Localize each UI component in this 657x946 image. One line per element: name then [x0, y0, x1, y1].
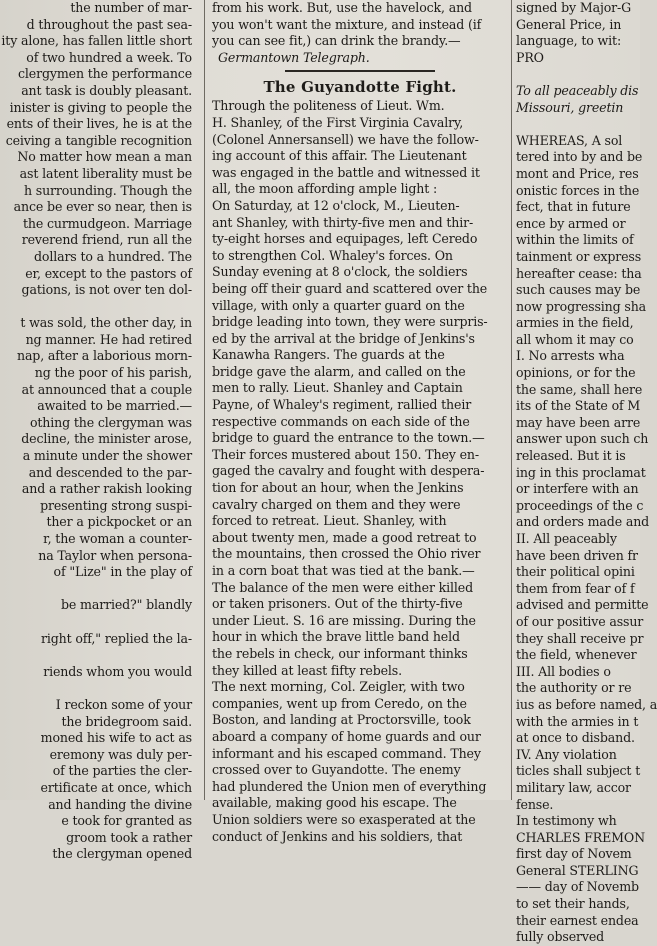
text-line: Kanawha Rangers. The guards at the: [212, 347, 445, 363]
text-line: available, making good his escape. The: [212, 795, 457, 811]
text-line: [0, 299, 192, 316]
text-line: ast latent liberality must be: [19, 165, 192, 181]
text-line: ticles shall subject t: [516, 763, 641, 779]
text-line: the authority or re: [516, 680, 632, 696]
text-line: ant Shanley, with thirty-five men and thir-: [212, 214, 474, 230]
text-line: No matter how mean a man: [17, 149, 192, 165]
text-line: presenting strong suspi-: [40, 497, 192, 513]
text-line: WHEREAS, A sol: [516, 132, 623, 148]
text-line: crossed over to Guyandotte. The enemy: [212, 762, 461, 778]
text-line: and a rather rakish looking: [21, 481, 192, 497]
text-line: advised and permitte: [516, 597, 649, 613]
middle-column: [212, 0, 508, 844]
text-line: armies in the field,: [516, 315, 634, 331]
text-line: er, except to the pastors of: [25, 265, 192, 281]
text-line: companies, went up from Ceredo, on the: [212, 695, 467, 711]
text-line: proceedings of the c: [516, 497, 644, 513]
text-line: answer upon such ch: [516, 431, 649, 447]
preceding-article-ending: [212, 0, 508, 50]
text-line: awaited to be married.—: [37, 398, 192, 414]
text-line: or interfere with an: [516, 481, 639, 497]
text-line: all, the moon affording ample light :: [212, 181, 438, 197]
text-line: ing account of this affair. The Lieutenant: [212, 148, 467, 164]
article-headline: The Guyandotte Fight.: [263, 78, 457, 97]
text-line: ertificate at once, which: [40, 779, 192, 795]
text-line: signed by Major-G: [516, 0, 632, 15]
text-line: gaged the cavalry and fought with despera-: [212, 463, 485, 479]
text-line: informant and his escaped command. They: [212, 745, 481, 761]
text-line: nap, after a laborious morn-: [16, 348, 192, 364]
text-line: Sunday evening at 8 o'clock, the soldiers: [212, 264, 468, 280]
text-line: have been driven fr: [516, 547, 638, 563]
text-line: at once to disband.: [516, 730, 635, 746]
text-line: the clergyman opened: [52, 846, 192, 862]
text-line: the number of mar-: [70, 0, 192, 15]
text-line: now progressing sha: [516, 298, 647, 314]
proclamation-text: [516, 0, 656, 946]
text-line: [516, 66, 656, 83]
text-line: of the parties the cler-: [52, 763, 192, 779]
left-column: [0, 0, 196, 862]
text-line: the bridegroom said.: [61, 713, 192, 729]
text-line: Their forces mustered about 150. They en-: [212, 446, 479, 462]
text-line: of "Lize" in the play of: [53, 564, 192, 580]
column-rule-left: [204, 0, 205, 800]
text-line: bridge leading into town, they were surpris-: [212, 314, 488, 330]
text-line: gations, is not over ten dol-: [21, 282, 192, 298]
text-line: men to rally. Lieut. Shanley and Captain: [212, 380, 463, 396]
text-line: h surrounding. Though the: [23, 182, 192, 198]
text-line: fect, that in future: [516, 199, 631, 215]
text-line: ng manner. He had retired: [25, 331, 192, 347]
text-line: from his work. But, use the havelock, and: [212, 0, 472, 15]
text-line: e took for granted as: [61, 813, 192, 829]
text-line: was engaged in the battle and witnessed it: [212, 164, 480, 180]
text-line: in a corn boat that was tied at the bank.—: [212, 563, 475, 578]
text-line: respective commands on each side of the: [212, 413, 470, 429]
text-line: eremony was duly per-: [49, 746, 192, 762]
text-line: their political opini: [516, 564, 635, 580]
text-line: ity alone, has fallen little short: [1, 33, 192, 49]
text-line: the curmudgeon. Marriage: [22, 215, 192, 231]
text-line: moned his wife to act as: [40, 730, 192, 746]
text-line: [0, 581, 192, 598]
text-line: Boston, and landing at Proctorsville, took: [212, 712, 471, 728]
text-line: tion for about an hour, when the Jenkins: [212, 480, 464, 496]
text-line: within the limits of: [516, 232, 634, 248]
article-attribution: Germantown Telegraph.: [218, 49, 370, 65]
text-line: released. But it is: [516, 448, 626, 464]
text-line: hour in which the brave little band held: [212, 629, 460, 645]
text-line: you can see fit,) can drink the brandy.—: [212, 33, 461, 49]
text-line: [516, 116, 656, 133]
article-body: [212, 98, 508, 845]
text-line: be married?" blandly: [60, 597, 192, 613]
text-line: about twenty men, made a good retreat to: [212, 529, 477, 545]
text-line: they shall receive pr: [516, 630, 644, 646]
text-line: The balance of the men were either killed: [212, 579, 473, 595]
text-line: General Price, in: [516, 16, 622, 32]
text-line: at announced that a couple: [21, 381, 192, 397]
text-line: hereafter cease: tha: [516, 265, 642, 281]
text-line: ed by the arrival at the bridge of Jenkins's: [212, 330, 475, 346]
text-line: [0, 647, 192, 664]
text-line: mont and Price, res: [516, 165, 639, 181]
text-line: bridge gave the alarm, and called on the: [212, 363, 466, 379]
text-line: their earnest endea: [516, 912, 639, 928]
text-line: the mountains, then crossed the Ohio river: [212, 546, 481, 562]
text-line: bridge to guard the entrance to the town.—: [212, 430, 485, 446]
text-line: with the armies in t: [516, 713, 639, 729]
text-line: ceiving a tangible recognition: [5, 132, 192, 148]
right-column: [516, 0, 657, 945]
text-line: first day of Novem: [516, 846, 632, 862]
text-line: On Saturday, at 12 o'clock, M., Lieuten-: [212, 197, 460, 213]
text-line: PRO: [516, 49, 544, 65]
text-line: IV. Any violation: [516, 746, 617, 762]
text-line: and orders made and: [516, 514, 650, 530]
text-line: ance be ever so near, then is: [13, 199, 192, 215]
text-line: under Lieut. S. 16 are missing. During the: [212, 612, 476, 628]
text-line: I reckon some of your: [55, 696, 192, 712]
text-line: the same, shall here: [516, 381, 643, 397]
text-line: fully observed: [516, 929, 605, 945]
text-line: of our positive assur: [516, 613, 644, 629]
text-line: —— day of Novemb: [516, 879, 639, 895]
text-line: forced to retreat. Lieut. Shanley, with: [212, 513, 447, 529]
text-line: they killed at least fifty rebels.: [212, 662, 402, 678]
text-line: to strengthen Col. Whaley's forces. On: [212, 247, 453, 263]
text-line: General STERLING: [516, 862, 639, 878]
text-line: decline, the minister arose,: [21, 431, 192, 447]
text-line: conduct of Jenkins and his soldiers, that: [212, 828, 463, 844]
text-line: cavalry charged on them and they were: [212, 496, 461, 512]
text-line: ant task is doubly pleasant.: [21, 82, 192, 98]
text-line: r, the woman a counter-: [43, 531, 192, 546]
text-line: military law, accor: [516, 779, 631, 795]
column-rule-right: [511, 0, 512, 800]
text-line: ing in this proclamat: [516, 464, 646, 480]
text-line: d throughout the past sea-: [26, 16, 192, 32]
text-line: village, with only a quarter guard on the: [212, 297, 465, 313]
text-line: had plundered the Union men of everything: [212, 778, 487, 794]
text-line: aboard a company of home guards and our: [212, 728, 481, 744]
text-line: t was sold, the other day, in: [20, 315, 192, 331]
text-line: of two hundred a week. To: [26, 49, 192, 65]
text-line: ther a pickpocket or an: [46, 514, 192, 530]
text-line: Through the politeness of Lieut. Wm.: [212, 98, 445, 114]
text-line: opinions, or for the: [516, 365, 636, 381]
text-line: The next morning, Col. Zeigler, with two: [212, 679, 465, 695]
text-line: being off their guard and scattered over the: [212, 280, 488, 296]
text-line: groom took a rather: [66, 829, 192, 845]
text-line: riends whom you would: [43, 663, 192, 679]
text-line: them from fear of f: [516, 580, 635, 596]
text-line: the field, whenever: [516, 647, 637, 663]
text-line: tered into by and be: [516, 149, 643, 165]
text-line: ius as before named, a: [516, 696, 657, 712]
text-line: and handing the divine: [48, 796, 192, 812]
text-line: ents of their lives, he is at the: [6, 116, 192, 132]
text-line: to set their hands,: [516, 896, 630, 912]
article-separator-rule: [212, 66, 508, 76]
text-line: othing the clergyman was: [29, 414, 192, 430]
text-line: onistic forces in the: [516, 182, 640, 198]
text-line: To all peaceably dis: [516, 82, 639, 98]
text-line: In testimony wh: [516, 813, 617, 829]
text-line: right off," replied the la-: [40, 630, 192, 646]
text-line: Union soldiers were so exasperated at the: [212, 811, 476, 827]
text-line: tainment or express: [516, 248, 642, 264]
text-line: language, to wit:: [516, 33, 622, 49]
text-line: Missouri, greetin: [516, 99, 624, 115]
text-line: ence by armed or: [516, 215, 626, 231]
text-line: reverend friend, run all the: [21, 232, 192, 248]
text-line: a minute under the shower: [22, 448, 192, 464]
text-line: dollars to a hundred. The: [33, 248, 192, 264]
text-line: II. All peaceably: [516, 531, 617, 546]
text-line: all whom it may co: [516, 331, 634, 347]
text-line: and descended to the par-: [28, 464, 192, 480]
text-line: or taken prisoners. Out of the thirty-five: [212, 596, 463, 612]
text-line: such causes may be: [516, 282, 641, 298]
text-line: III. All bodies o: [516, 663, 611, 679]
text-line: clergymen the performance: [18, 66, 192, 82]
text-line: CHARLES FREMON: [516, 829, 645, 845]
text-line: [0, 614, 192, 631]
text-line: Payne, of Whaley's regiment, rallied their: [212, 397, 472, 413]
text-line: fense.: [516, 796, 554, 812]
text-line: I. No arrests wha: [516, 348, 625, 364]
text-line: may have been arre: [516, 414, 641, 430]
text-line: ty-eight horses and equipages, left Ceredo: [212, 231, 478, 247]
text-line: its of the State of M: [516, 398, 641, 414]
text-line: ng the poor of his parish,: [34, 365, 192, 381]
text-line: inister is giving to people the: [9, 99, 192, 115]
text-line: (Colonel Annersansell) we have the follow-: [212, 131, 479, 147]
text-line: [0, 680, 192, 697]
text-line: H. Shanley, of the First Virginia Cavalry,: [212, 114, 464, 130]
text-line: you won't want the mixture, and instead (if: [212, 16, 482, 32]
left-column-text: [0, 0, 196, 863]
text-line: na Taylor when persona-: [38, 547, 192, 563]
text-line: the rebels in check, our informant thinks: [212, 645, 468, 661]
